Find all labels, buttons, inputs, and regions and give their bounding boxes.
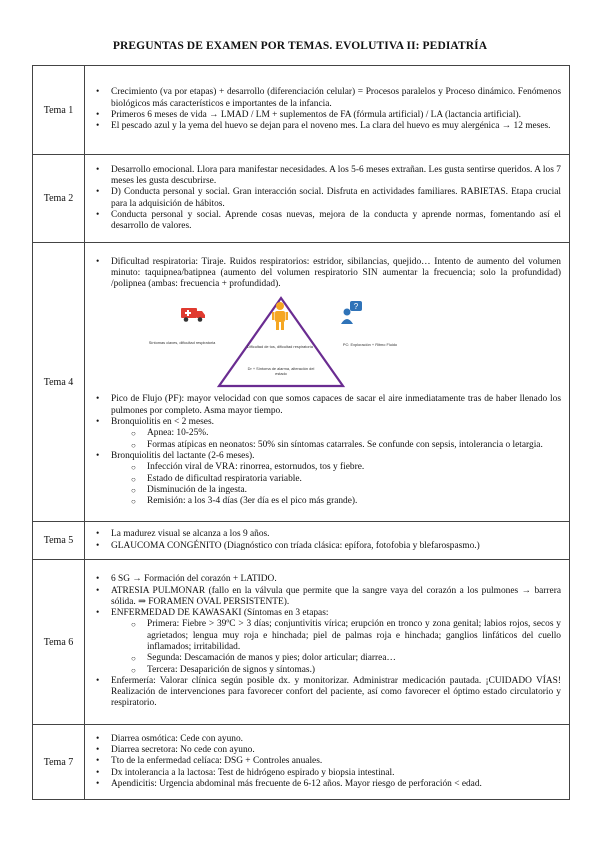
sub-list-item: ○ Formas atípicas en neonatos: 50% sin síntomas catarrales. Se confunde con sepsis, intolerancia o letargia. <box>147 440 561 451</box>
diagram-caption-right: PC: Exploración + Ritmo Fluido <box>342 342 398 348</box>
tema-label: Tema 2 <box>33 155 85 243</box>
sub-list-item: ○ Apnea: 10-25%. <box>147 428 561 439</box>
child-person-icon <box>271 301 289 331</box>
tema-row <box>33 66 570 155</box>
sub-list-item: ○ Infección viral de VRA: rinorrea, estornudos, tos y fiebre. <box>147 462 561 473</box>
list-item: • El pescado azul y la yema del huevo se dejan para el noveno mes. La clara del huevo es muy alergénica → 12 meses. <box>111 121 561 132</box>
tema-label: Tema 5 <box>33 522 85 560</box>
list-item: • ATRESIA PULMONAR (fallo en la válvula que permite que la sangre vaya del corazón a los pulmones → barrera sólida. ⇒ FORAMEN OVAL PERSISTENTE). <box>111 586 561 609</box>
list-item <box>111 417 561 451</box>
list-item <box>111 608 561 676</box>
list-item: • Diarrea osmótica: Cede con ayuno. <box>111 734 561 745</box>
tema-content <box>85 243 570 522</box>
sub-list-item: ○ Segunda: Descamación de manos y pies; dolor articular; diarrea… <box>147 653 561 664</box>
list-item-text: Bronquiolitis en < 2 meses. <box>111 417 214 428</box>
tema-content <box>85 66 570 155</box>
tema-content <box>85 155 570 243</box>
list-item: • Tto de la enfermedad celíaca: DSG + Controles anuales. <box>111 756 561 767</box>
respiratory-assessment-diagram <box>89 295 561 391</box>
list-item: • Primeros 6 meses de vida → LMAD / LM + suplementos de FA (fórmula artificial) / LA (lactancia artificial). <box>111 110 561 121</box>
tema-row <box>33 522 570 560</box>
tema-content <box>85 560 570 725</box>
diagram-caption-center-2: Dr + Síntoma de alarma, alteración del estado <box>247 366 315 377</box>
ambulance-icon <box>180 305 206 323</box>
list-item: • Enfermería: Valorar clínica según posible dx. y monitorizar. Administrar medicación pautada. ¡CUIDADO VÍAS! Realización de intervenciones para favorecer confort del paciente, así como favorecer el óptimo estado circulatorio y respiratorio. <box>111 676 561 710</box>
tema-row <box>33 725 570 800</box>
document-title: PREGUNTAS DE EXAMEN POR TEMAS. EVOLUTIVA II: PEDIATRÍA <box>112 40 488 52</box>
list-item: • Conducta personal y social. Aprende cosas nuevas, mejora de la conducta y aprende normas, fomentando así el desarrollo de valores. <box>111 210 561 233</box>
list-item: • Diarrea secretora: No cede con ayuno. <box>111 745 561 756</box>
sub-list-item: ○ Tercera: Desaparición de signos y síntomas.) <box>147 665 561 676</box>
tema-row <box>33 243 570 522</box>
list-item: • Apendicitis: Urgencia abdominal más frecuente de 6-12 años. Mayor riesgo de perforación < edad. <box>111 779 561 790</box>
diagram-caption-center: Dificultad de tos, dificultad respiratoria <box>247 344 313 350</box>
sub-list-item: ○ Estado de dificultad respiratoria variable. <box>147 474 561 485</box>
svg-text:?: ? <box>353 302 359 312</box>
tema-label: Tema 1 <box>33 66 85 155</box>
list-item <box>111 451 561 507</box>
diagram-caption-left: Síntomas claves, dificultad respiratoria <box>148 340 216 346</box>
list-item: • 6 SG → Formación del corazón + LATIDO. <box>111 574 561 585</box>
list-item: • Dificultad respiratoria: Tiraje. Ruidos respiratorios: estridor, sibilancias, quejido… Intento de aumento del volumen minuto: taquipnea/batipnea (aumento del volumen respiratorio SIN aumentar la frecuencia; solo la profundidad) /polipnea (ambas: frecuencia + profundidad). <box>111 257 561 291</box>
sub-list-item: ○ Disminución de la ingesta. <box>147 485 561 496</box>
tema-row <box>33 155 570 243</box>
sub-list-item: ○ Remisión: a los 3-4 días (3er día es el pico más grande). <box>147 496 561 507</box>
exam-table <box>32 65 570 800</box>
tema-content <box>85 522 570 560</box>
question-person-icon <box>340 301 364 325</box>
tema-content <box>85 725 570 800</box>
list-item-text: ENFERMEDAD DE KAWASAKI (Síntomas en 3 etapas: <box>111 608 329 619</box>
tema-row <box>33 560 570 725</box>
list-item: • La madurez visual se alcanza a los 9 años. <box>111 529 561 540</box>
list-item: • Pico de Flujo (PF): mayor velocidad con que somos capaces de sacar el aire inmediatamente tras de haber llenado los pulmones por completo. Asma mayor tiempo. <box>111 394 561 417</box>
list-item: • Crecimiento (va por etapas) + desarrollo (diferenciación celular) = Procesos paralelos y Proceso dinámico. Fenómenos biológicos más característicos e importantes de la infancia. <box>111 87 561 110</box>
list-item: • Desarrollo emocional. Llora para manifestar necesidades. A los 5-6 meses extrañan. Les gusta sentirse queridos. A los 7 meses les gusta descubrirse. <box>111 165 561 188</box>
list-item-text: Bronquiolitis del lactante (2-6 meses). <box>111 450 255 461</box>
sub-list-item: ○ Primera: Fiebre > 39ºC > 3 días; conjuntivitis vírica; erupción en tronco y zona genital; labios rojos, secos y agrietados; lengua muy roja e hinchada; piel de palmas roja e hinchada; ganglios linfáticos del cuello inflamados; irritabilidad. <box>147 619 561 653</box>
list-item: • GLAUCOMA CONGÉNITO (Diagnóstico con tríada clásica: epífora, fotofobia y blefarospasmo.) <box>111 541 561 552</box>
tema-label: Tema 6 <box>33 560 85 725</box>
tema-label: Tema 7 <box>33 725 85 800</box>
list-item: • D) Conducta personal y social. Gran interacción social. Disfruta en actividades familiares. RABIETAS. Etapa crucial para la adquisición de hábitos. <box>111 187 561 210</box>
tema-label: Tema 4 <box>33 243 85 522</box>
list-item: • Dx intolerancia a la lactosa: Test de hidrógeno espirado y biopsia intestinal. <box>111 768 561 779</box>
